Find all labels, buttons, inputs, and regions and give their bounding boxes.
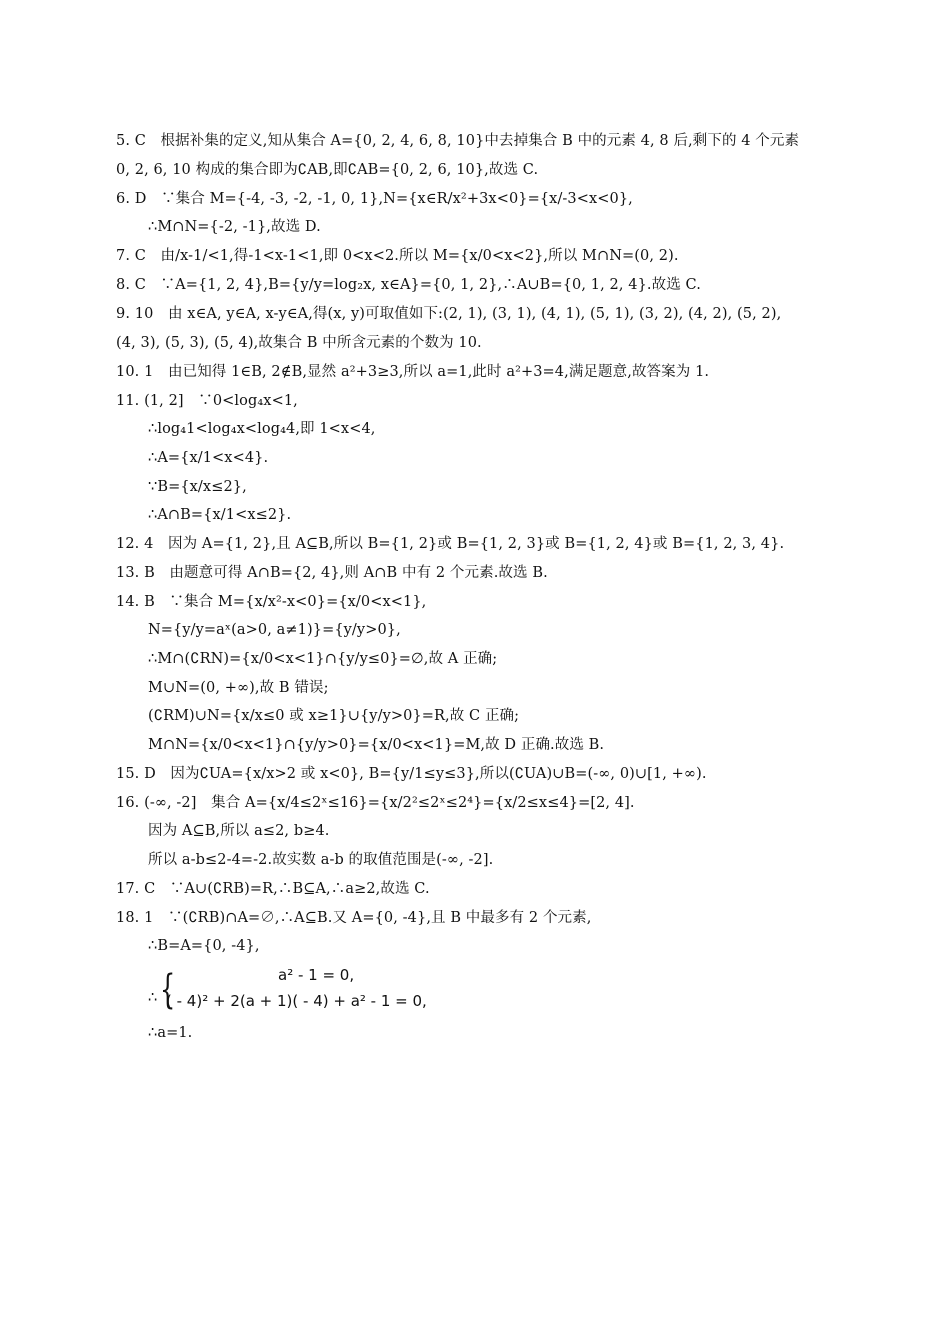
therefore-symbol: ∴ bbox=[148, 990, 158, 1006]
answer-14-line-3: ∴M∩(∁RN)={x/0<x<1}∩{y/y≤0}=∅,故 A 正确; bbox=[148, 651, 498, 667]
answer-14-line-6: M∩N={x/0<x<1}∩{y/y>0}={x/0<x<1}=M,故 D 正确.故选 B. bbox=[148, 737, 605, 753]
answer-9-line-1: 9. 10 由 x∈A, y∈A, x-y∈A,得(x, y)可取值如下:(2, 1), (3, 1), (4, 1), (5, 1), (3, 2), (4, 2), (5, 2), bbox=[116, 306, 782, 322]
answer-14-line-5: (∁RM)∪N={x/x≤0 或 x≥1}∪{y/y>0}=R,故 C 正确; bbox=[148, 708, 520, 724]
answer-12: 12. 4 因为 A={1, 2},且 A⊆B,所以 B={1, 2}或 B={1, 2, 3}或 B={1, 2, 4}或 B={1, 2, 3, 4}. bbox=[116, 536, 785, 552]
answer-11-line-5: ∴A∩B={x/1<x≤2}. bbox=[148, 507, 292, 523]
answer-14-line-1: 14. B ∵集合 M={x/x²-x<0}={x/0<x<1}, bbox=[116, 594, 427, 610]
answer-16-line-3: 所以 a-b≤2-4=-2.故实数 a-b 的取值范围是(-∞, -2]. bbox=[148, 852, 494, 868]
answer-7: 7. C 由/x-1/<1,得-1<x-1<1,即 0<x<2.所以 M={x/0<x<2},所以 M∩N=(0, 2). bbox=[116, 248, 679, 264]
answer-18-conclusion: ∴a=1. bbox=[148, 1025, 193, 1041]
answer-5-line-2: 0, 2, 6, 10 构成的集合即为∁AB,即∁AB={0, 2, 6, 10},故选 C. bbox=[116, 162, 539, 178]
answer-18-line-1: 18. 1 ∵(∁RB)∩A=∅,∴A⊆B.又 A={0, -4},且 B 中最多有 2 个元素, bbox=[116, 910, 592, 926]
answer-14-line-2: N={y/y=aˣ(a>0, a≠1)}={y/y>0}, bbox=[148, 622, 401, 638]
answer-5-line-1: 5. C 根据补集的定义,知从集合 A={0, 2, 4, 6, 8, 10}中去掉集合 B 中的元素 4, 8 后,剩下的 4 个元素 bbox=[116, 133, 800, 149]
answer-13: 13. B 由题意可得 A∩B={2, 4},则 A∩B 中有 2 个元素.故选 B. bbox=[116, 565, 548, 581]
answer-6-line-2: ∴M∩N={-2, -1},故选 D. bbox=[148, 219, 321, 235]
answer-11-line-3: ∴A={x/1<x<4}. bbox=[148, 450, 269, 466]
answer-9-line-2: (4, 3), (5, 3), (5, 4),故集合 B 中所含元素的个数为 10. bbox=[116, 335, 482, 351]
equation-2: ( - 4)² + 2(a + 1)( - 4) + a² - 1 = 0, bbox=[166, 992, 427, 1010]
left-brace: { bbox=[160, 967, 176, 1013]
answer-18-line-2: ∴B=A={0, -4}, bbox=[148, 938, 260, 954]
answer-11-line-1: 11. (1, 2] ∵0<log₄x<1, bbox=[116, 393, 298, 409]
answer-6-line-1: 6. D ∵集合 M={-4, -3, -2, -1, 0, 1},N={x∈R/x²+3x<0}={x/-3<x<0}, bbox=[116, 191, 633, 207]
answer-17: 17. C ∵A∪(∁RB)=R,∴B⊆A,∴a≥2,故选 C. bbox=[116, 881, 430, 897]
answer-8: 8. C ∵A={1, 2, 4},B={y/y=log₂x, x∈A}={0, 1, 2},∴A∪B={0, 1, 2, 4}.故选 C. bbox=[116, 277, 701, 293]
answer-11-line-2: ∴log₄1<log₄x<log₄4,即 1<x<4, bbox=[148, 421, 376, 437]
equation-1: a² - 1 = 0, bbox=[278, 966, 355, 984]
answer-14-line-4: M∪N=(0, +∞),故 B 错误; bbox=[148, 680, 329, 696]
answer-10: 10. 1 由已知得 1∈B, 2∉B,显然 a²+3≥3,所以 a=1,此时 a²+3=4,满足题意,故答案为 1. bbox=[116, 364, 710, 380]
answer-15: 15. D 因为∁UA={x/x>2 或 x<0}, B={y/1≤y≤3},所以(∁UA)∪B=(-∞, 0)∪[1, +∞). bbox=[116, 766, 707, 782]
answer-11-line-4: ∵B={x/x≤2}, bbox=[148, 479, 247, 495]
answer-16-line-2: 因为 A⊆B,所以 a≤2, b≥4. bbox=[148, 823, 330, 839]
answer-16-line-1: 16. (-∞, -2] 集合 A={x/4≤2ˣ≤16}={x/2²≤2ˣ≤2⁴}={x/2≤x≤4}=[2, 4]. bbox=[116, 795, 635, 811]
equation-system bbox=[148, 962, 568, 1026]
